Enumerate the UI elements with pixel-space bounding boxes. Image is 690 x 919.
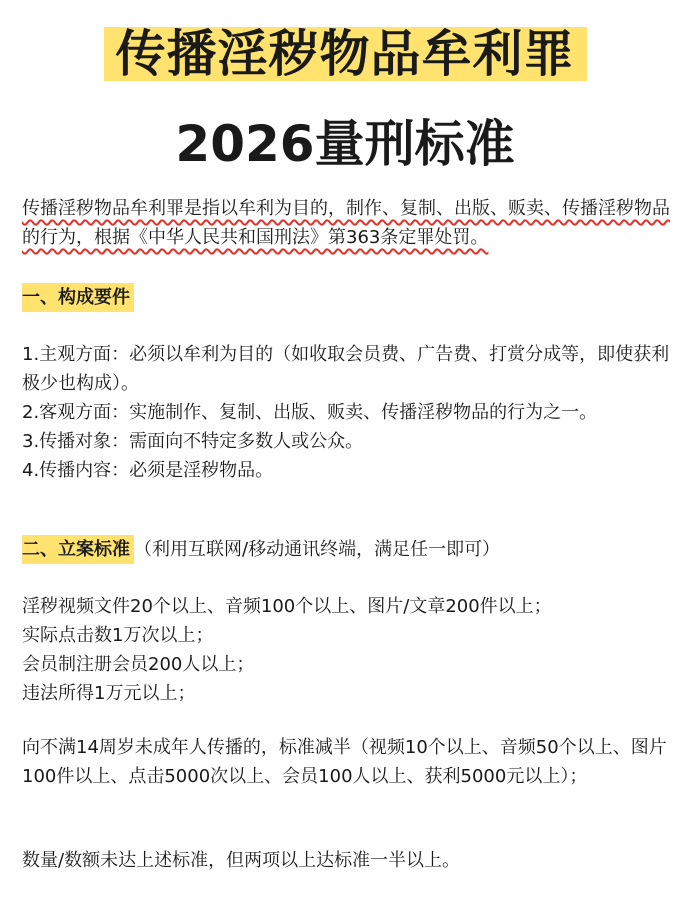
section-1-heading — [22, 283, 134, 312]
page-title: 传播淫秽物品牟利罪 — [104, 22, 587, 86]
title-banner — [0, 22, 690, 86]
section-2-heading-label: 二、立案标准 — [22, 535, 134, 564]
page-subtitle: 2026量刑标准 — [175, 115, 515, 173]
section-2-heading — [22, 535, 500, 564]
section-2-list — [22, 592, 670, 708]
list-item: 淫秽视频文件20个以上、音频100个以上、图片/文章200件以上； — [22, 596, 552, 617]
section-2-note: （利用互联网/移动通讯终端，满足任一即可） — [134, 539, 501, 560]
list-item: 实际点击数1万次以上； — [22, 625, 214, 646]
section-1-list — [22, 340, 670, 485]
list-item: 会员制注册会员200人以上； — [22, 654, 255, 675]
minor-standard-paragraph: 向不满14周岁未成年人传播的，标准减半（视频10个以上、音频50个以上、图片100件以上、点击5000次以上、会员100人以上、获利5000元以上）； — [22, 737, 667, 787]
section-1-heading-label: 一、构成要件 — [22, 283, 134, 312]
list-item: 违法所得1万元以上； — [22, 683, 196, 704]
list-item: 2.客观方面：实施制作、复制、出版、贩卖、传播淫秽物品的行为之一。 — [22, 402, 598, 423]
partial-standard-paragraph: 数量/数额未达上述标准，但两项以上达标准一半以上。 — [22, 850, 461, 871]
list-item: 3.传播对象：需面向不特定多数人或公众。 — [22, 431, 364, 452]
list-item: 1.主观方面：必须以牟利为目的（如收取会员费、广告费、打赏分成等，即使获利极少也构成）。 — [22, 344, 670, 394]
intro-paragraph: 传播淫秽物品牟利罪是指以牟利为目的，制作、复制、出版、贩卖、传播淫秽物品的行为，根据《中华人民共和国刑法》第363条定罪处罚。 — [22, 198, 670, 248]
list-item: 4.传播内容：必须是淫秽物品。 — [22, 460, 274, 481]
